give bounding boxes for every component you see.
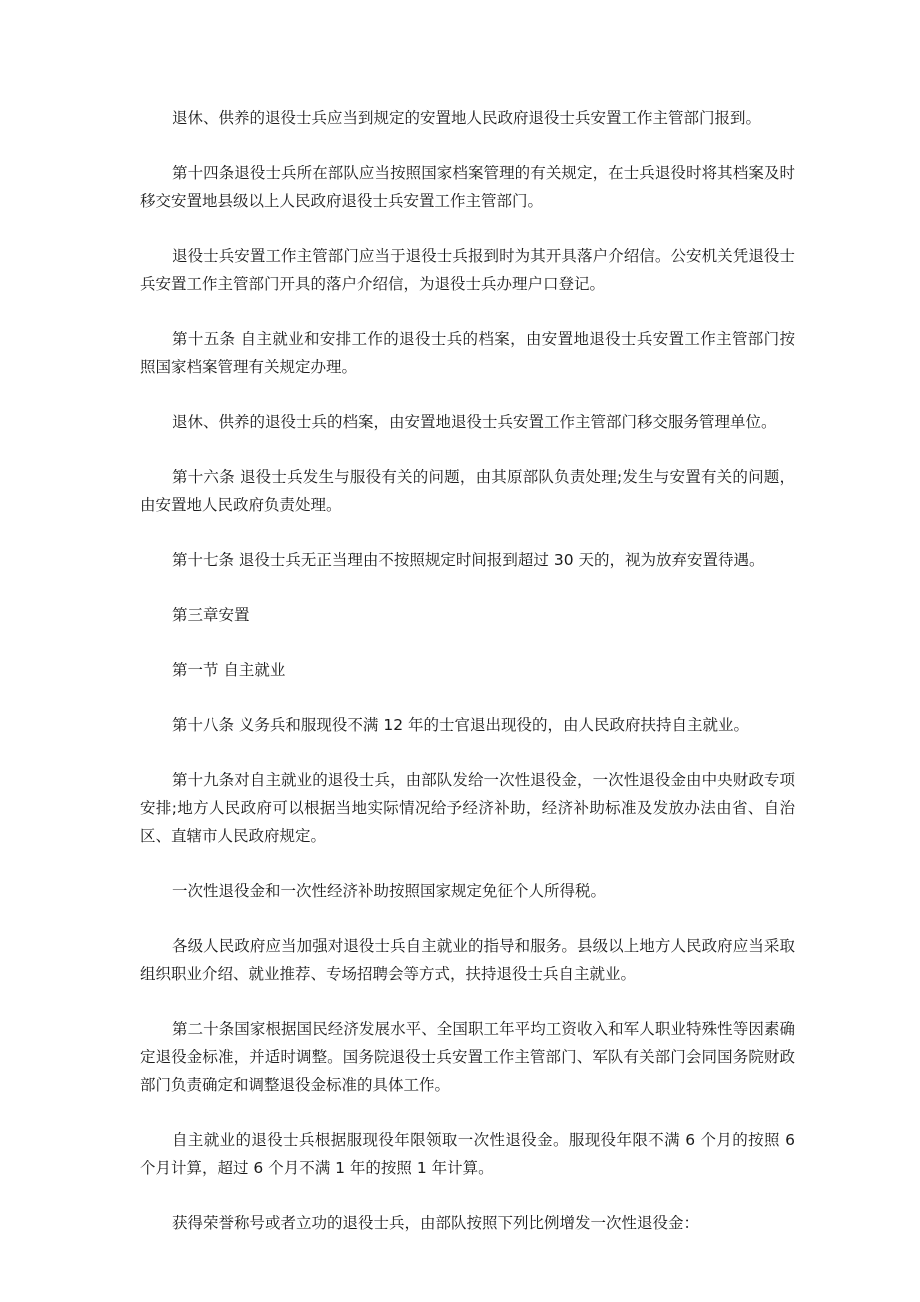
paragraph-12: 一次性退役金和一次性经济补助按照国家规定免征个人所得税。	[172, 882, 607, 900]
chapter-heading: 第三章安置	[172, 606, 250, 624]
document-body	[140, 104, 795, 1264]
paragraph-3: 退役士兵安置工作主管部门应当于退役士兵报到时为其开具落户介绍信。公安机关凭退役士兵安置工作主管部门开具的落户介绍信，为退役士兵办理户口登记。	[140, 247, 795, 293]
paragraph-1: 退休、供养的退役士兵应当到规定的安置地人民政府退役士兵安置工作主管部门报到。	[172, 109, 762, 127]
paragraph-10: 第十八条 义务兵和服现役不满 12 年的士官退出现役的，由人民政府扶持自主就业。	[172, 716, 750, 734]
paragraph-16: 获得荣誉称号或者立功的退役士兵，由部队按照下列比例增发一次性退役金：	[172, 1214, 700, 1232]
paragraph-11: 第十九条对自主就业的退役士兵，由部队发给一次性退役金，一次性退役金由中央财政专项安排;地方人民政府可以根据当地实际情况给予经济补助，经济补助标准及发放办法由省、自治区、直辖市人民政府规定。	[140, 771, 795, 845]
paragraph-4: 第十五条 自主就业和安排工作的退役士兵的档案，由安置地退役士兵安置工作主管部门按照国家档案管理有关规定办理。	[140, 330, 795, 376]
section-heading: 第一节 自主就业	[172, 661, 286, 679]
paragraph-13: 各级人民政府应当加强对退役士兵自主就业的指导和服务。县级以上地方人民政府应当采取组织职业介绍、就业推荐、专场招聘会等方式，扶持退役士兵自主就业。	[140, 937, 795, 983]
paragraph-2: 第十四条退役士兵所在部队应当按照国家档案管理的有关规定，在士兵退役时将其档案及时移交安置地县级以上人民政府退役士兵安置工作主管部门。	[140, 164, 795, 210]
paragraph-5: 退休、供养的退役士兵的档案，由安置地退役士兵安置工作主管部门移交服务管理单位。	[172, 413, 777, 431]
paragraph-6: 第十六条 退役士兵发生与服役有关的问题，由其原部队负责处理;发生与安置有关的问题，由安置地人民政府负责处理。	[140, 468, 795, 514]
paragraph-14: 第二十条国家根据国民经济发展水平、全国职工年平均工资收入和军人职业特殊性等因素确定退役金标准，并适时调整。国务院退役士兵安置工作主管部门、军队有关部门会同国务院财政部门负责确定和调整退役金标准的具体工作。	[140, 1020, 795, 1094]
paragraph-7: 第十七条 退役士兵无正当理由不按照规定时间报到超过 30 天的，视为放弃安置待遇。	[172, 551, 765, 569]
paragraph-15: 自主就业的退役士兵根据服现役年限领取一次性退役金。服现役年限不满 6 个月的按照 6 个月计算，超过 6 个月不满 1 年的按照 1 年计算。	[140, 1131, 795, 1177]
